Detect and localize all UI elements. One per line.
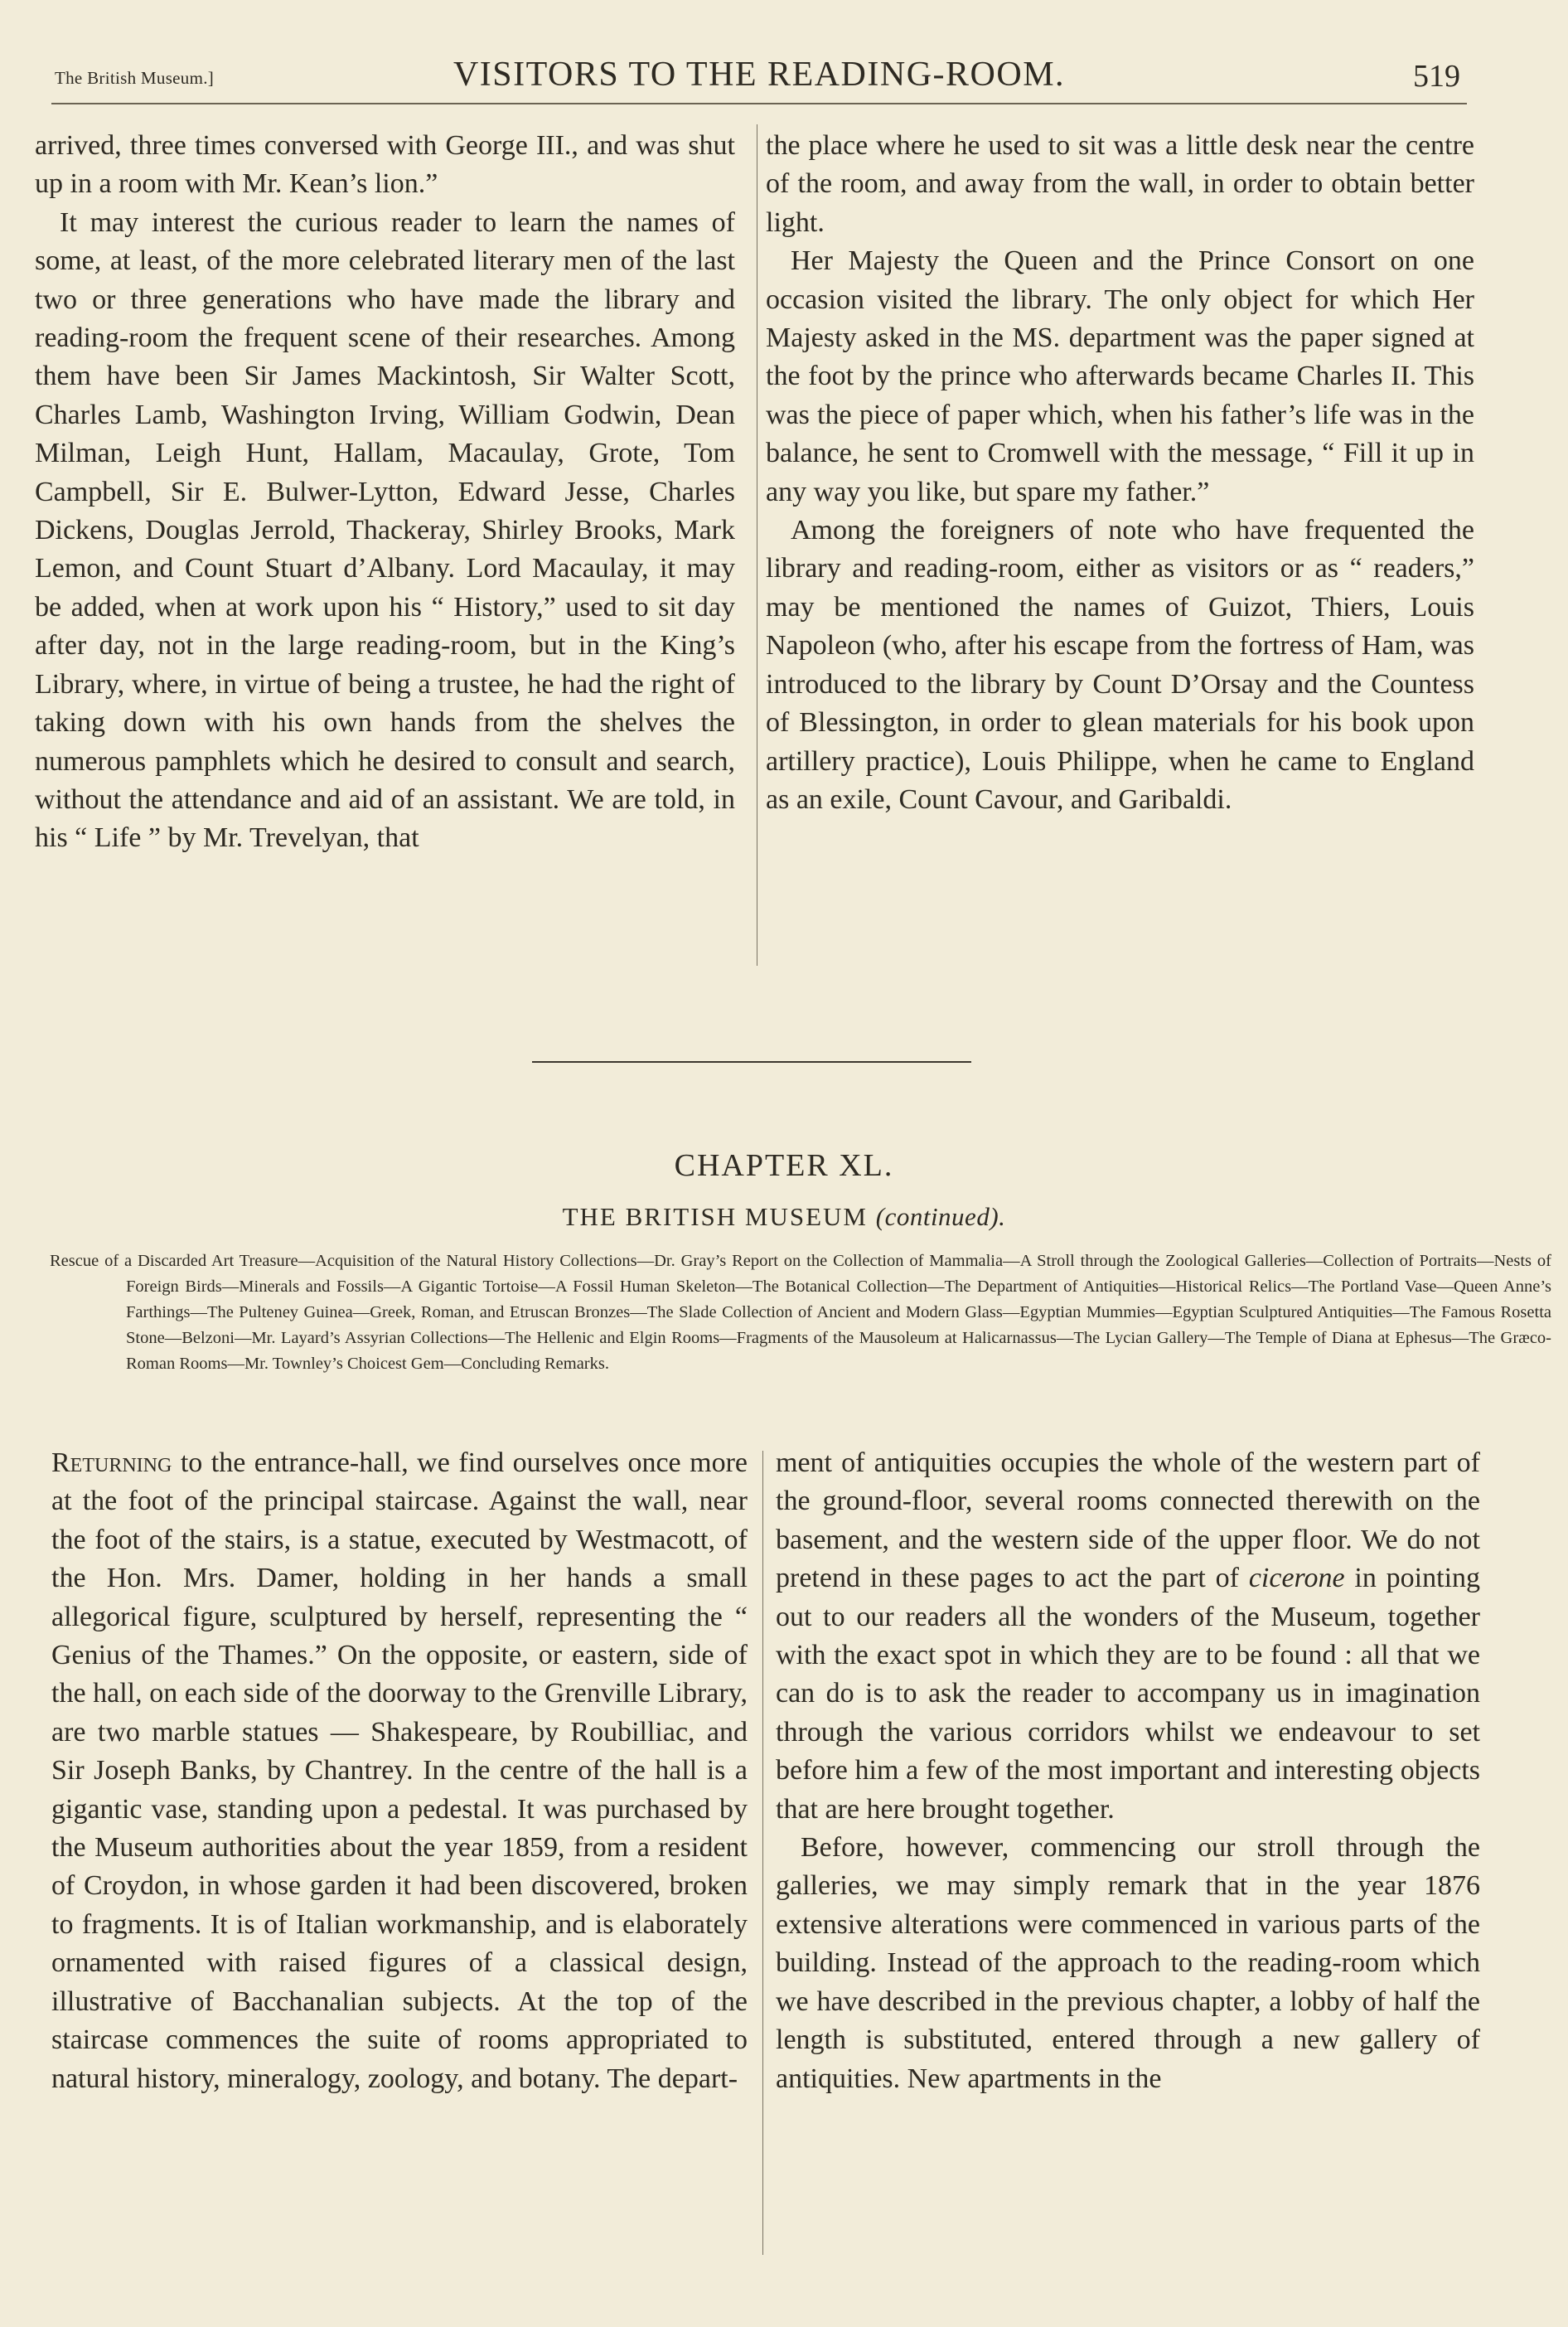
- chapter-subtitle: [0, 1202, 1568, 1232]
- paragraph: It may interest the curious reader to learn the names of some, at least, of the more celebrated literary men of the last two or three generations who have made the library and reading-room the frequent scene of their researches. Among them have been Sir James Mackintosh, Sir Walter Scott, Charles Lamb, Washington Irving, William Godwin, Dean Milman, Leigh Hunt, Hallam, Macaulay, Grote, Tom Campbell, Sir E. Bulwer-Lytton, Edward Jesse, Charles Dickens, Douglas Jerrold, Thackeray, Shirley Brooks, Mark Lemon, and Count Stuart d’Albany. Lord Macaulay, it may be added, when at work upon his “ History,” used to sit day after day, not in the large reading-room, but in the King’s Library, where, in virtue of being a trustee, he had the right of taking down with his own hands from the shelves the numerous pamphlets which he desired to consult and search, without the attendance and aid of an assistant. We are told, in his “ Life ” by Mr. Trevelyan, that: [35, 206, 735, 854]
- paragraph-text: to the entrance-hall, we find ourselves once more at the foot of the principal staircase. Against the wall, near the foot of the stairs, is a statue, executed by Westmacott, of the Hon. Mrs. Damer, holding in her hands a small allegorical figure, sculptured by herself, representing the “ Genius of the Thames.” On the opposite, or eastern, side of the hall, on each side of the doorway to the Grenville Library, are two marble statues — Shakespeare, by Roubilliac, and Sir Joseph Banks, by Chantrey. In the centre of the hall is a gigantic vase, standing upon a pedestal. It was purchased by the Museum authorities about the year 1859, from a resident of Croydon, in whose garden it had been discovered, broken to fragments. It is of Italian workmanship, and is elaborately ornamented with raised figures of a classical design, illustrative of Bacchanalian subjects. At the top of the staircase commences the suite of rooms appropriated to natural history, mineralogy, zoology, and botany. The depart-: [51, 1447, 748, 2094]
- bottom-right-column: [776, 1444, 1480, 2098]
- running-head-section: The British Museum.]: [55, 68, 215, 88]
- bottom-left-column: [51, 1444, 748, 2098]
- page-number: 519: [1413, 59, 1460, 94]
- chapter-subtitle-text: THE BRITISH MUSEUM: [562, 1202, 868, 1231]
- paragraph: Her Majesty the Queen and the Prince Consort on one occasion visited the library. The only object for which Her Majesty asked in the MS. department was the paper signed at the foot by the prince who afterwards became Charles II. This was the piece of paper which, when his father’s life was in the balance, he sent to Cromwell with the message, “ Fill it up in any way you like, but spare my father.”: [766, 245, 1474, 507]
- paragraph: Before, however, commencing our stroll through the galleries, we may simply remark that in the year 1876 extensive alterations were commenced in various parts of the building. Instead of the approach to the reading-room which we have described in the previous chapter, a lobby of half the length is substituted, entered through a new gallery of antiquities. New apartments in the: [776, 1832, 1480, 2094]
- paragraph: [51, 1444, 748, 2098]
- italic-word: cicerone: [1248, 1563, 1345, 1594]
- lead-word: Returning: [51, 1447, 172, 1478]
- running-head-title: VISITORS TO THE READING-ROOM.: [452, 56, 1066, 94]
- top-right-column: [766, 127, 1474, 819]
- column-divider: [762, 1451, 763, 2255]
- chapter-synopsis: Rescue of a Discarded Art Treasure—Acquisition of the Natural History Collections—Dr. Gray’s Report on the Collection of Mammalia—A Stroll through the Zoological Galleries—Collection of Portraits—Nests of Foreign Birds—Minerals and Fossils—A Gigantic Tortoise—A Fossil Human Skeleton—The Botanical Collection—The Department of Antiquities—Historical Relics—The Portland Vase—Queen Anne’s Farthings—The Pulteney Guinea—Greek, Roman, and Etruscan Bronzes—The Slade Collection of Ancient and Modern Glass—Egyptian Mummies—Egyptian Sculptured Antiquities—The Famous Rosetta Stone—Belzoni—Mr. Layard’s Assyrian Collections—The Hellenic and Elgin Rooms—Fragments of the Mausoleum at Halicarnassus—The Lycian Gallery—The Temple of Diana at Ephesus—The Græco-Roman Rooms—Mr. Townley’s Choicest Gem—Concluding Remarks.: [50, 1252, 1551, 1373]
- chapter-divider-rule: [532, 1061, 971, 1063]
- running-head: [51, 51, 1467, 104]
- paragraph: Among the foreigners of note who have frequented the library and reading-room, either as visitors or as “ readers,” may be mentioned the names of Guizot, Thiers, Louis Napoleon (who, after his escape from the fortress of Ham, was introduced to the library by Count D’Orsay and the Countess of Blessington, in order to glean materials for his book upon artillery practice), Louis Philippe, when he came to England as an exile, Count Cavour, and Garibaldi.: [766, 515, 1474, 815]
- chapter-subtitle-note: (continued).: [875, 1202, 1006, 1231]
- paragraph: [776, 1444, 1480, 1829]
- paragraph-text: ment of antiquities occupies the whole of the western part of the ground-floor, several rooms connected therewith on the basement, and the western side of the upper floor. We do not pretend in these pages to act the part of: [776, 1447, 1480, 1594]
- chapter-title: CHAPTER XL.: [674, 1148, 894, 1183]
- paragraph: arrived, three times conversed with George III., and was shut up in a room with Mr. Kean’s lion.”: [35, 130, 735, 200]
- top-left-column: [35, 127, 735, 858]
- paragraph: the place where he used to sit was a little desk near the centre of the room, and away from the wall, in order to obtain better light.: [766, 130, 1474, 238]
- paragraph-text: in pointing out to our readers all the wonders of the Museum, together with the exact spot in which they are to be found : all that we can do is to ask the reader to accompany us in imagination through the various corridors whilst we endeavour to set before him a few of the most important and interesting objects that are here brought together.: [776, 1563, 1481, 1825]
